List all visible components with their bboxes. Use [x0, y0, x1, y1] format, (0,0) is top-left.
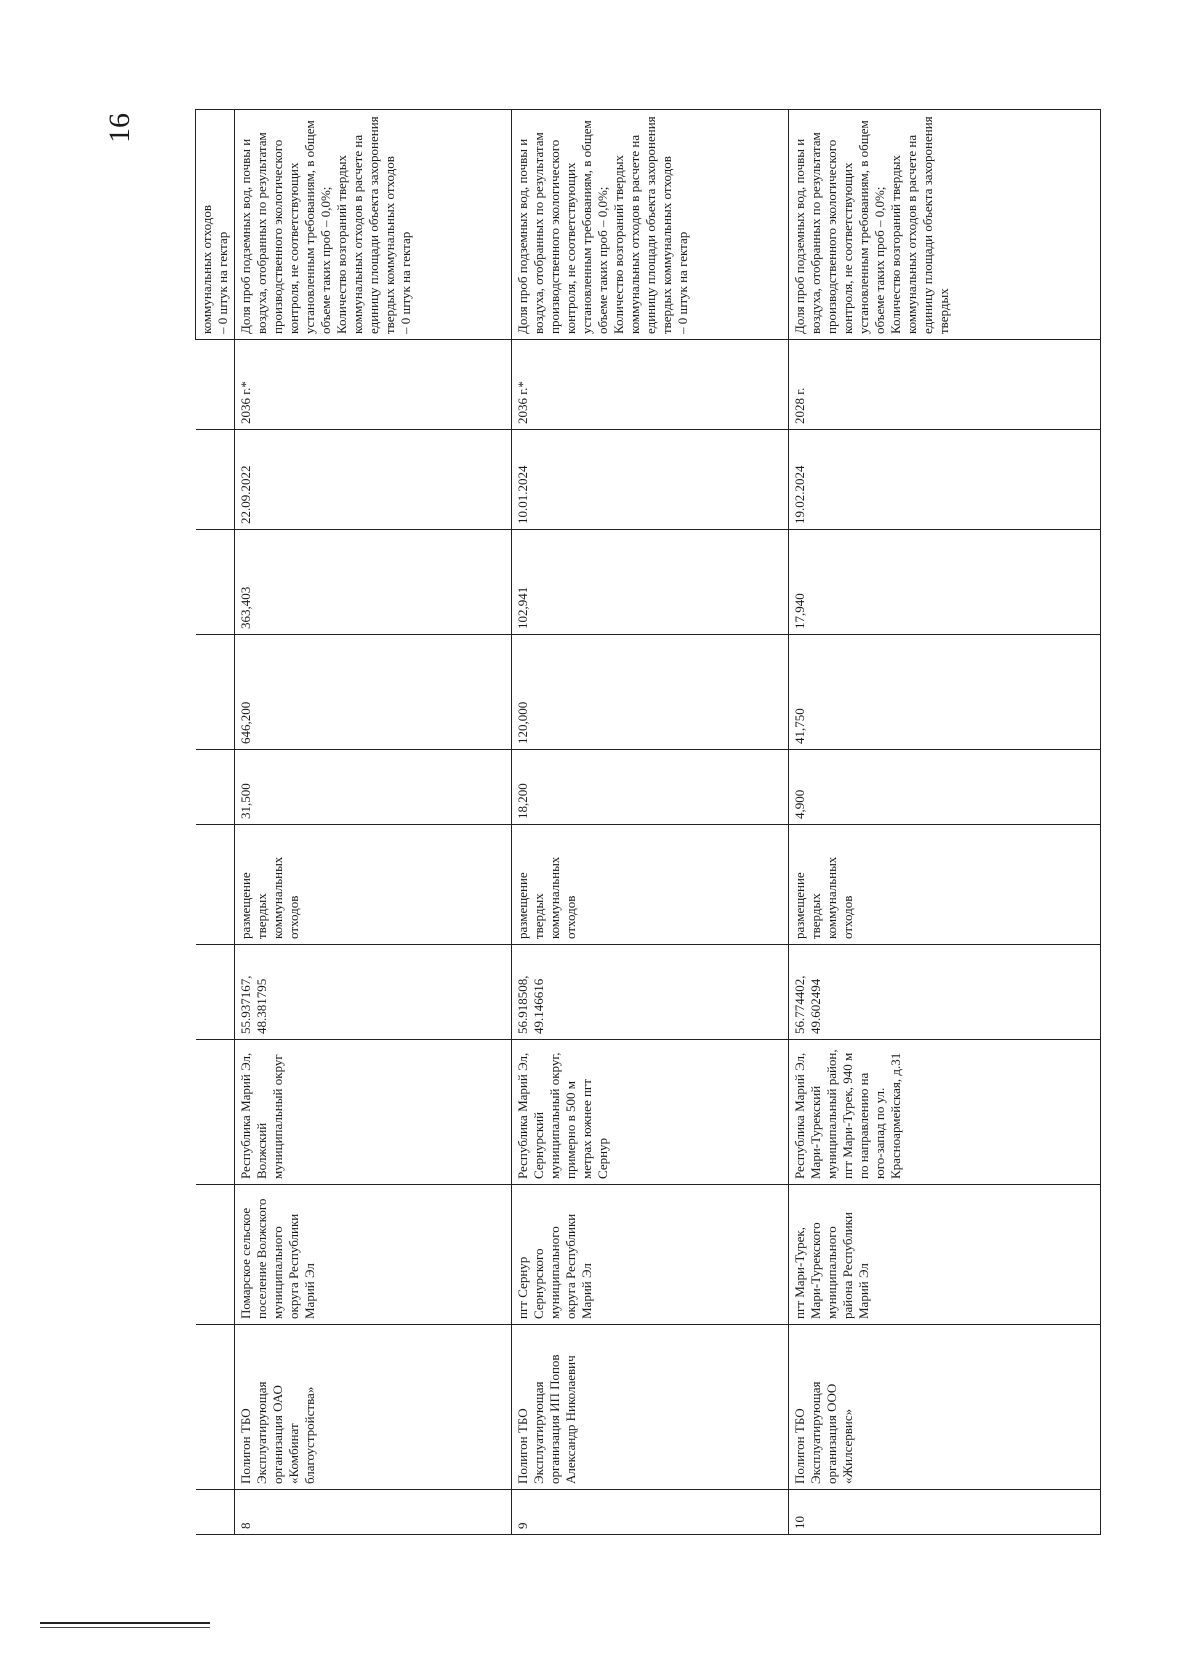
footer-rule-thin	[40, 1627, 210, 1628]
date: 19.02.2024	[789, 430, 1101, 530]
rotated-table-container	[195, 110, 1055, 1535]
object-name: Полигон ТБО Эксплуатирующая организация ИП Попов Александр Николаевич	[512, 1325, 789, 1490]
settlement: пгт Мари-Турек, Мари-Турекского муниципального района Республики Марий Эл	[789, 1185, 1101, 1325]
year: 2028 г.	[789, 340, 1101, 430]
indicator-description: Доля проб подземных вод, почвы и воздуха, отобранных по результатам производственного экологического контроля, не соответствующих установленным требованиям, в общем объеме таких проб – 0,0%; Количество возгораний твердых коммунальных отходов в расчете на единицу площади объекта захоронения твердых	[789, 110, 1101, 340]
value-2: 41,750	[789, 635, 1101, 750]
row-number: 10	[789, 1490, 1101, 1535]
row-number: 8	[235, 1490, 512, 1535]
indicator-description: Доля проб подземных вод, почвы и воздуха, отобранных по результатам производственного экологического контроля, не соответствующих установленным требованиям, в общем объеме таких проб – 0,0%; Количество возгораний твердых коммунальных отходов в расчете на единицу площади объекта захоронения твердых коммунальных отходов – 0 штук на гектар	[235, 110, 512, 340]
table-row	[512, 110, 789, 1535]
settlement: пгт Сернур Сернурского муниципального округа Республики Марий Эл	[512, 1185, 789, 1325]
coordinates: 55.937167, 48.381795	[235, 945, 512, 1040]
landfill-table	[195, 109, 1101, 1535]
value-3: 17,940	[789, 530, 1101, 635]
value-3: 102,941	[512, 530, 789, 635]
coordinates: 56.774402, 49.602494	[789, 945, 1101, 1040]
table-row	[235, 110, 512, 1535]
purpose: размещение твердых коммунальных отходов	[235, 825, 512, 945]
value-3: 363,403	[235, 530, 512, 635]
object-name: Полигон ТБО Эксплуатирующая организация ООО «Жилсервис»	[789, 1325, 1101, 1490]
year: 2036 г.*	[235, 340, 512, 430]
date: 22.09.2022	[235, 430, 512, 530]
value-1: 4,900	[789, 750, 1101, 825]
value-2: 646,200	[235, 635, 512, 750]
page-number: 16	[103, 113, 136, 143]
continuation-text: коммунальных отходов – 0 штук на гектар	[196, 110, 235, 340]
value-1: 31,500	[235, 750, 512, 825]
purpose: размещение твердых коммунальных отходов	[512, 825, 789, 945]
value-1: 18,200	[512, 750, 789, 825]
settlement: Помарское сельское поселение Волжского муниципального округа Республики Марий Эл	[235, 1185, 512, 1325]
location: Республика Марий Эл, Мари-Турекский муниципальный район, пгт Мари-Турек, 940 м по направлению на юго-запад по ул. Красноармейская, д.31	[789, 1040, 1101, 1185]
value-2: 120,000	[512, 635, 789, 750]
coordinates: 56.918508, 49.146616	[512, 945, 789, 1040]
footer-rule	[40, 1622, 210, 1624]
purpose: размещение твердых коммунальных отходов	[789, 825, 1101, 945]
row-number: 9	[512, 1490, 789, 1535]
date: 10.01.2024	[512, 430, 789, 530]
continuation-row	[196, 110, 235, 1535]
year: 2036 г.*	[512, 340, 789, 430]
object-name: Полигон ТБО Эксплуатирующая организация ОАО «Комбинат благоустройства»	[235, 1325, 512, 1490]
location: Республика Марий Эл, Волжский муниципальный округ	[235, 1040, 512, 1185]
table-row	[789, 110, 1101, 1535]
indicator-description: Доля проб подземных вод, почвы и воздуха, отобранных по результатам производственного экологического контроля, не соответствующих установленным требованиям, в общем объеме таких проб – 0,0%; Количество возгораний твердых коммунальных отходов в расчете на единицу площади объекта захоронения твердых коммунальных отходов – 0 штук на гектар	[512, 110, 789, 340]
location: Республика Марий Эл, Сернурский муниципальный округ, примерно в 500 м метрах южнее пгт Сернур	[512, 1040, 789, 1185]
